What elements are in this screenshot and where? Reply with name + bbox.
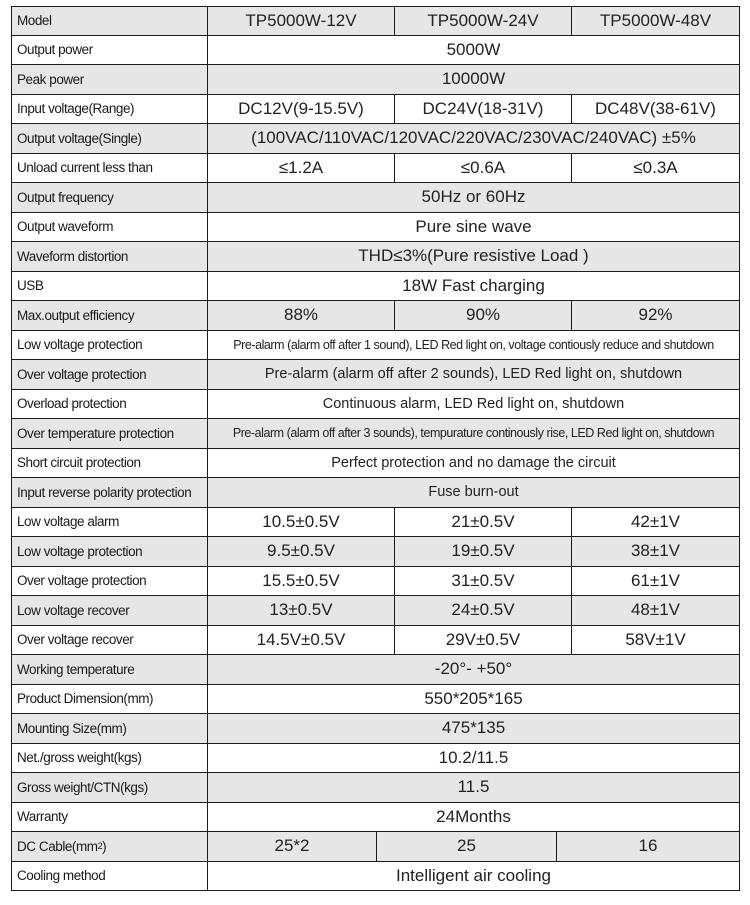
output-frequency-row — [11, 183, 740, 213]
waveform-distortion-value: THD≤3%(Pure resistive Load ) — [358, 246, 589, 266]
low-voltage-protection-row — [11, 537, 740, 567]
over-voltage-recover-48v: 58V±1V — [625, 629, 686, 649]
row-label: Model — [12, 7, 208, 35]
reverse-polarity-protection-value: Fuse burn-out — [428, 484, 519, 501]
warranty-row — [11, 803, 740, 833]
dc-cable-row — [11, 832, 740, 862]
row-label: Product Dimension(mm) — [12, 685, 208, 714]
low-voltage-alarm-24v: 21±0.5V — [395, 508, 572, 537]
dc-cable-12v: 25*2 — [208, 832, 377, 861]
row-label: Unload current less than — [12, 154, 208, 183]
gross-weight-ctn-value: 11.5 — [457, 777, 490, 797]
dc-cable-label-sup: 2 — [97, 841, 103, 852]
model-24v-header: TP5000W-24V — [395, 7, 572, 35]
over-voltage-recover-row — [11, 626, 740, 656]
row-label: Output power — [12, 36, 208, 65]
short-circuit-protection-row — [11, 449, 740, 479]
row-label: Net./gross weight(kgs) — [12, 744, 208, 773]
over-voltage-protection-24v: 31±0.5V — [395, 567, 572, 596]
peak-power-row — [11, 65, 740, 95]
row-label: Output voltage(Single) — [12, 124, 208, 153]
output-voltage-row — [11, 124, 740, 154]
output-waveform-value: Pure sine wave — [415, 216, 532, 236]
overload-protection-row — [11, 390, 740, 420]
low-voltage-protection-48v: 38±1V — [630, 541, 681, 561]
dc-cable-48v: 16 — [638, 836, 658, 856]
net-gross-weight-value: 10.2/11.5 — [438, 747, 509, 767]
row-label: Low voltage protection — [12, 331, 208, 360]
row-label: Low voltage recover — [12, 596, 208, 625]
input-voltage-24v: DC24V(18-31V) — [395, 95, 572, 124]
cooling-method-value: Intelligent air cooling — [396, 865, 551, 885]
spec-table — [11, 6, 740, 891]
input-voltage-48v: DC48V(38-61V) — [595, 98, 716, 118]
over-voltage-protection-48v: 61±1V — [630, 570, 681, 590]
unload-current-row — [11, 154, 740, 184]
working-temperature-value: -20°- +50° — [434, 659, 513, 679]
low-voltage-alarm-row — [11, 508, 740, 538]
over-voltage-protection-desc-row — [11, 360, 740, 390]
row-label: Low voltage alarm — [12, 508, 208, 537]
cooling-method-row — [11, 862, 740, 892]
model-48v-header: TP5000W-48V — [599, 10, 712, 30]
unload-current-24v: ≤0.6A — [395, 154, 572, 183]
header-row — [11, 6, 740, 36]
unload-current-12v: ≤1.2A — [208, 154, 395, 183]
usb-row — [11, 272, 740, 302]
low-voltage-recover-24v: 24±0.5V — [395, 596, 572, 625]
unload-current-48v: ≤0.3A — [633, 157, 678, 177]
row-label: Warranty — [12, 803, 208, 832]
max-efficiency-row — [11, 301, 740, 331]
row-label: Input voltage(Range) — [12, 95, 208, 124]
output-power-value: 5000W — [446, 39, 501, 59]
output-voltage-value: (100VAC/110VAC/120VAC/220VAC/230VAC/240VAC) ±5% — [251, 128, 696, 148]
over-voltage-protection-desc-value: Pre-alarm (alarm off after 2 sounds), LED Red light on, shutdown — [264, 366, 683, 383]
input-voltage-row — [11, 95, 740, 125]
row-label: Output frequency — [12, 183, 208, 212]
row-label: Max.output efficiency — [12, 301, 208, 330]
usb-value: 18W Fast charging — [402, 275, 545, 295]
low-voltage-alarm-12v: 10.5±0.5V — [208, 508, 395, 537]
over-voltage-protection-12v: 15.5±0.5V — [208, 567, 395, 596]
over-voltage-recover-12v: 14.5V±0.5V — [208, 626, 395, 655]
low-voltage-protection-24v: 19±0.5V — [395, 537, 572, 566]
max-efficiency-24v: 90% — [395, 301, 572, 330]
low-voltage-recover-row — [11, 596, 740, 626]
mounting-size-value: 475*135 — [441, 718, 506, 738]
row-label: Peak power — [12, 65, 208, 94]
short-circuit-protection-value: Perfect protection and no damage the circuit — [331, 454, 616, 471]
over-voltage-protection-row — [11, 567, 740, 597]
row-label: Output waveform — [12, 213, 208, 242]
row-label: Over voltage recover — [12, 626, 208, 655]
product-dimension-row — [11, 685, 740, 715]
row-label: Waveform distortion — [12, 242, 208, 271]
input-voltage-12v: DC12V(9-15.5V) — [208, 95, 395, 124]
low-voltage-alarm-48v: 42±1V — [630, 511, 681, 531]
dc-cable-label-text: DC Cable(mm — [17, 838, 98, 854]
net-gross-weight-row — [11, 744, 740, 774]
row-label: Gross weight/CTN(kgs) — [12, 773, 208, 802]
row-label: Over voltage protection — [12, 567, 208, 596]
row-label: Mounting Size(mm) — [12, 714, 208, 743]
product-dimension-value: 550*205*165 — [424, 688, 523, 708]
row-label: USB — [12, 272, 208, 301]
max-efficiency-12v: 88% — [208, 301, 395, 330]
working-temperature-row — [11, 655, 740, 685]
overload-protection-value: Continuous alarm, LED Red light on, shutdown — [322, 395, 625, 412]
row-label: Working temperature — [12, 655, 208, 684]
output-frequency-value: 50Hz or 60Hz — [421, 187, 526, 207]
dc-cable-label-close: ) — [102, 838, 107, 854]
dc-cable-24v: 25 — [377, 832, 557, 861]
mounting-size-row — [11, 714, 740, 744]
peak-power-value: 10000W — [441, 69, 506, 89]
low-voltage-protection-desc-value: Pre-alarm (alarm off after 1 sound), LED Red light on, voltage contiously reduce and shutdown — [233, 337, 714, 352]
row-label: Over temperature protection — [12, 419, 208, 448]
low-voltage-protection-desc-row — [11, 331, 740, 361]
row-label: Cooling method — [12, 862, 208, 891]
output-power-row — [11, 36, 740, 66]
row-label: Over voltage protection — [12, 360, 208, 389]
waveform-distortion-row — [11, 242, 740, 272]
row-label: Low voltage protection — [12, 537, 208, 566]
warranty-value: 24Months — [436, 806, 511, 826]
gross-weight-ctn-row — [11, 773, 740, 803]
low-voltage-protection-12v: 9.5±0.5V — [208, 537, 395, 566]
model-12v-header: TP5000W-12V — [208, 7, 395, 35]
over-temperature-protection-row — [11, 419, 740, 449]
over-voltage-recover-24v: 29V±0.5V — [395, 626, 572, 655]
over-temperature-protection-value: Pre-alarm (alarm off after 3 sounds), tempurature continously rise, LED Red light on, shutdown — [232, 426, 715, 441]
reverse-polarity-protection-row — [11, 478, 740, 508]
row-label: Overload protection — [12, 390, 208, 419]
row-label — [12, 832, 208, 861]
output-waveform-row — [11, 213, 740, 243]
low-voltage-recover-12v: 13±0.5V — [208, 596, 395, 625]
low-voltage-recover-48v: 48±1V — [630, 600, 681, 620]
row-label: Short circuit protection — [12, 449, 208, 478]
max-efficiency-48v: 92% — [638, 305, 673, 325]
row-label: Input reverse polarity protection — [12, 478, 208, 507]
